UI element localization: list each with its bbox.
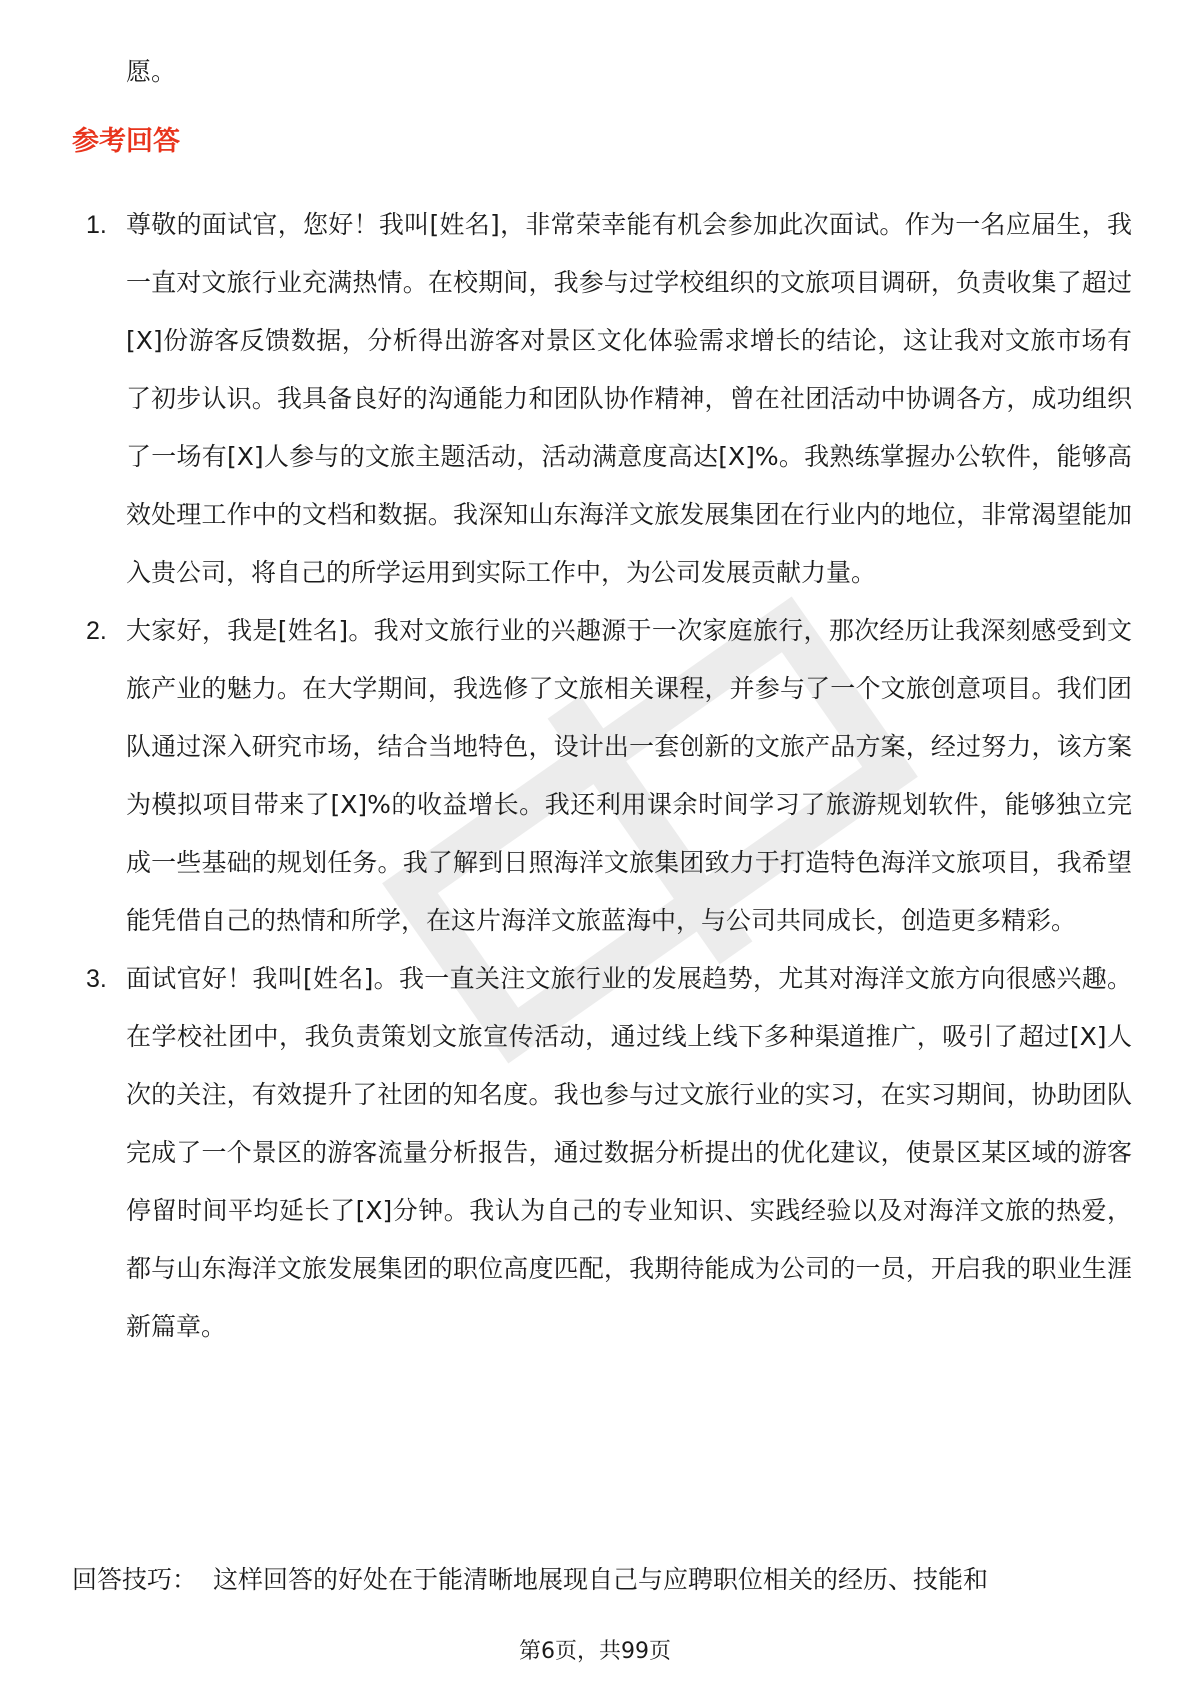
page-number: 第6页，共99页 [519,1639,671,1664]
answer-item [72,950,1132,1356]
continued-text: 愿。 [126,57,177,86]
tips-text: 这样回答的好处在于能清晰地展现自己与应聘职位相关的经历、技能和 [213,1565,989,1594]
answer-item [72,602,1132,950]
answer-number: 3. [86,965,107,993]
answer-text: 面试官好！我叫[姓名]。我一直关注文旅行业的发展趋势，尤其对海洋文旅方向很感兴趣。在学校社团中，我负责策划文旅宣传活动，通过线上线下多种渠道推广，吸引了超过[X]人次的关注，有效提升了社团的知名度。我也参与过文旅行业的实习，在实习期间，协助团队完成了一个景区的游客流量分析报告，通过数据分析提出的优化建议，使景区某区域的游客停留时间平均延长了[X]分钟。我认为自己的专业知识、实践经验以及对海洋文旅的热爱，都与山东海洋文旅发展集团的职位高度匹配，我期待能成为公司的一员，开启我的职业生涯新篇章。 [126,964,1132,1341]
tips-label: 回答技巧： [72,1565,198,1594]
answer-tips [72,1560,1132,1600]
answer-text: 大家好，我是[姓名]。我对文旅行业的兴趣源于一次家庭旅行，那次经历让我深刻感受到文旅产业的魅力。在大学期间，我选修了文旅相关课程，并参与了一个文旅创意项目。我们团队通过深入研究市场，结合当地特色，设计出一套创新的文旅产品方案，经过努力，该方案为模拟项目带来了[X]%的收益增长。我还利用课余时间学习了旅游规划软件，能够独立完成一些基础的规划任务。我了解到日照海洋文旅集团致力于打造特色海洋文旅项目，我希望能凭借自己的热情和所学，在这片海洋文旅蓝海中，与公司共同成长，创造更多精彩。 [126,616,1132,935]
answer-item [72,196,1132,602]
answer-text: 尊敬的面试官，您好！我叫[姓名]，非常荣幸能有机会参加此次面试。作为一名应届生，我一直对文旅行业充满热情。在校期间，我参与过学校组织的文旅项目调研，负责收集了超过[X]份游客反馈数据，分析得出游客对景区文化体验需求增长的结论，这让我对文旅市场有了初步认识。我具备良好的沟通能力和团队协作精神，曾在社团活动中协调各方，成功组织了一场有[X]人参与的文旅主题活动，活动满意度高达[X]%。我熟练掌握办公软件，能够高效处理工作中的文档和数据。我深知山东海洋文旅发展集团在行业内的地位，非常渴望能加入贵公司，将自己的所学运用到实际工作中，为公司发展贡献力量。 [126,210,1132,587]
section-heading: 参考回答 [72,126,180,157]
answer-number: 1. [86,211,107,239]
answer-list [72,196,1132,1356]
answer-number: 2. [86,617,107,645]
